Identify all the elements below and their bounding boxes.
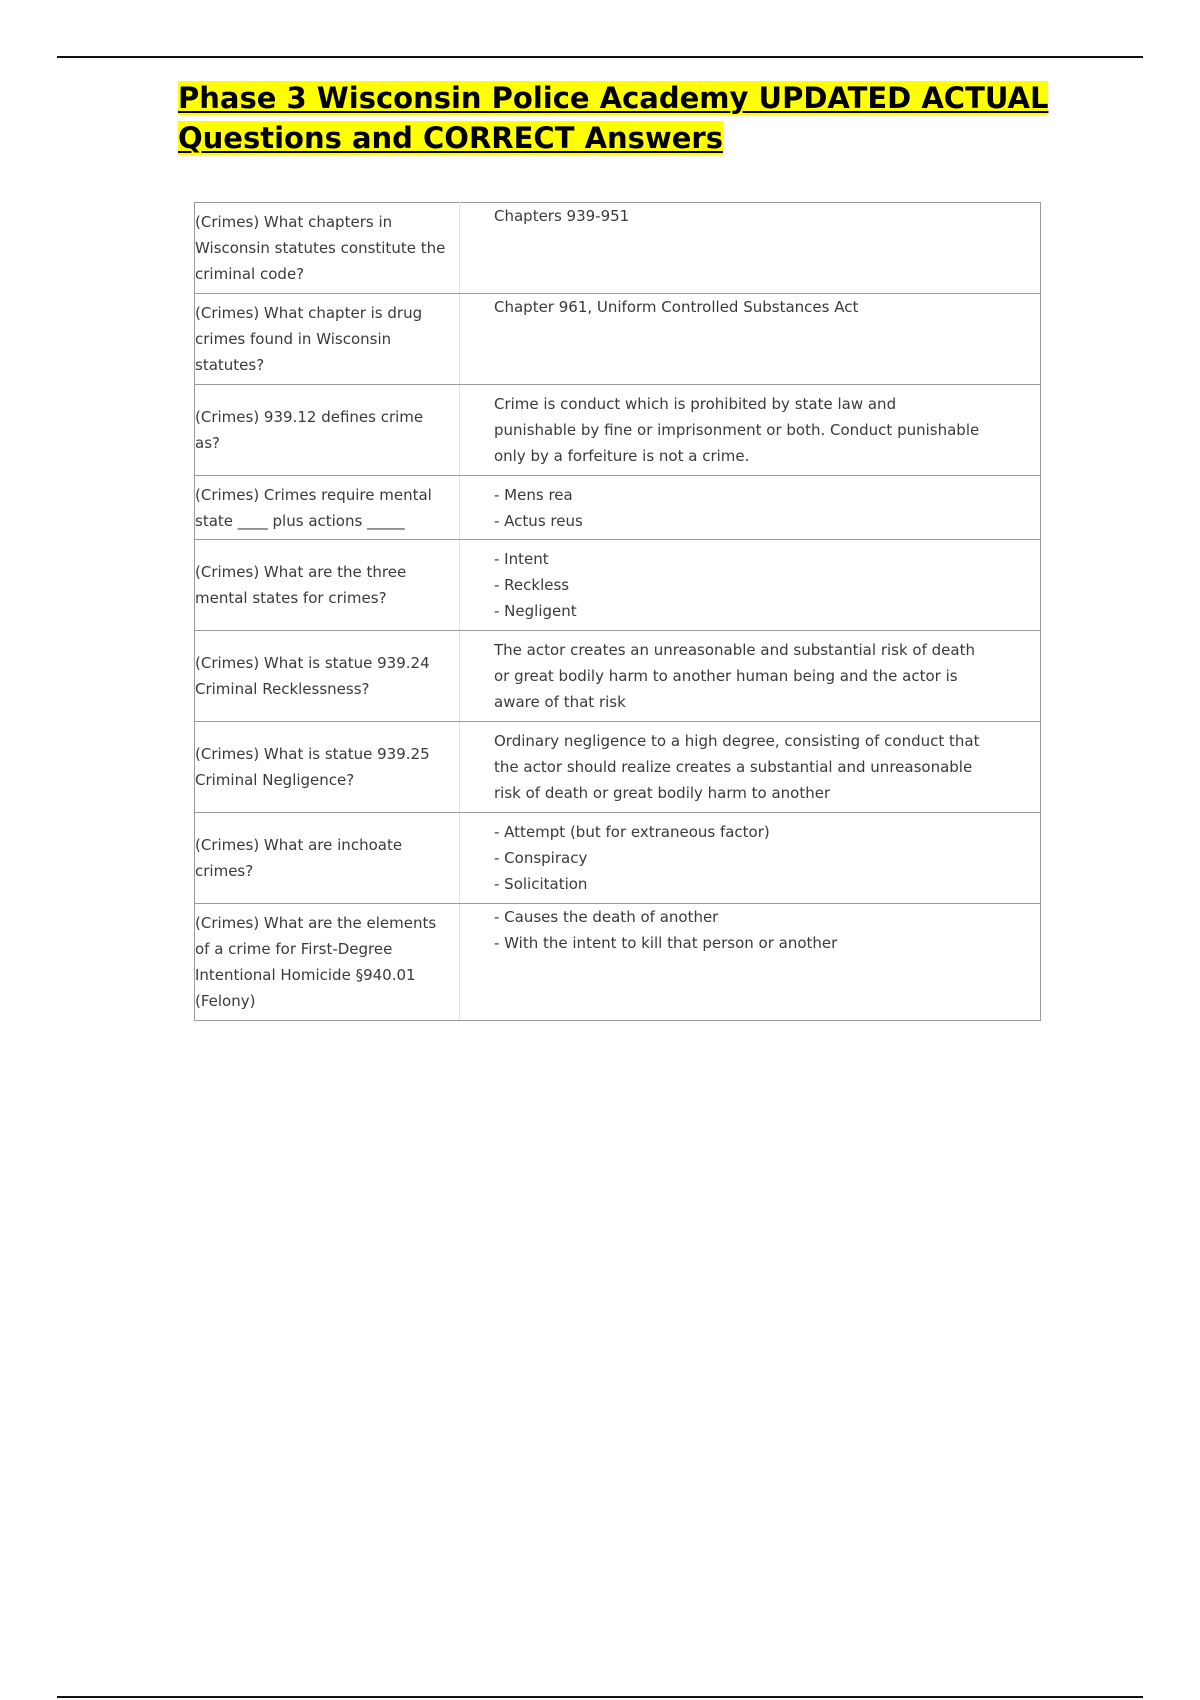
answer-cell: [460, 203, 1041, 294]
table-row: [195, 294, 1041, 385]
table-row: [195, 813, 1041, 904]
table-row: [195, 904, 1041, 1021]
question-cell: (Crimes) What chapter is drug crimes found in Wisconsin statutes?: [195, 294, 460, 385]
header-rule: [57, 56, 1143, 58]
answer-line: Chapter 961, Uniform Controlled Substances Act: [494, 298, 859, 316]
question-cell: (Crimes) Crimes require mental state ____ plus actions _____: [195, 476, 460, 540]
answer-line: - Attempt (but for extraneous factor): [494, 823, 770, 841]
answer-line: Chapters 939-951: [494, 207, 630, 225]
answer-line: - With the intent to kill that person or another: [494, 934, 838, 952]
answer-line: - Causes the death of another: [494, 908, 719, 926]
answer-line: - Intent: [494, 550, 549, 568]
table-row: [195, 203, 1041, 294]
table-row: [195, 631, 1041, 722]
footer-rule: [57, 1696, 1143, 1698]
answer-cell: [460, 385, 1041, 476]
question-cell: (Crimes) What chapters in Wisconsin statutes constitute the criminal code?: [195, 203, 460, 294]
answer-line: - Solicitation: [494, 875, 588, 893]
title-line-1: Phase 3 Wisconsin Police Academy UPDATED ACTUAL: [178, 81, 1049, 115]
question-cell: (Crimes) What are the three mental states for crimes?: [195, 540, 460, 631]
answer-line: - Mens rea: [494, 485, 573, 504]
answer-cell: [460, 294, 1041, 385]
question-cell: (Crimes) What is statue 939.25 Criminal Negligence?: [195, 722, 460, 813]
answer-cell: [460, 813, 1041, 904]
answer-cell: [460, 631, 1041, 722]
answer-line: The actor creates an unreasonable and substantial risk of death or great bodily harm to another human being and the actor is aware of that risk: [494, 641, 975, 711]
question-cell: (Crimes) What is statue 939.24 Criminal Recklessness?: [195, 631, 460, 722]
table-row: [195, 476, 1041, 540]
answer-cell: [460, 904, 1041, 1021]
question-cell: (Crimes) 939.12 defines crime as?: [195, 385, 460, 476]
answer-line: - Actus reus: [494, 511, 583, 530]
answer-line: Ordinary negligence to a high degree, consisting of conduct that the actor should realize creates a substantial and unreasonable risk of death or great bodily harm to another: [494, 732, 980, 802]
question-cell: (Crimes) What are the elements of a crime for First-Degree Intentional Homicide §940.01 (Felony): [195, 904, 460, 1021]
table-row: [195, 540, 1041, 631]
answer-line: Crime is conduct which is prohibited by state law and punishable by fine or imprisonment or both. Conduct punishable only by a forfeiture is not a crime.: [494, 395, 980, 465]
table-row: [195, 385, 1041, 476]
answer-line: - Negligent: [494, 602, 577, 620]
answer-cell: [460, 540, 1041, 631]
table-row: [195, 722, 1041, 813]
answer-line: - Reckless: [494, 576, 570, 594]
question-cell: (Crimes) What are inchoate crimes?: [195, 813, 460, 904]
answer-cell: [460, 722, 1041, 813]
answer-cell: [460, 476, 1041, 540]
answer-line: - Conspiracy: [494, 849, 588, 867]
page-title: [178, 78, 1078, 158]
title-line-2: Questions and CORRECT Answers: [178, 121, 723, 155]
qa-table: [194, 202, 1041, 1021]
